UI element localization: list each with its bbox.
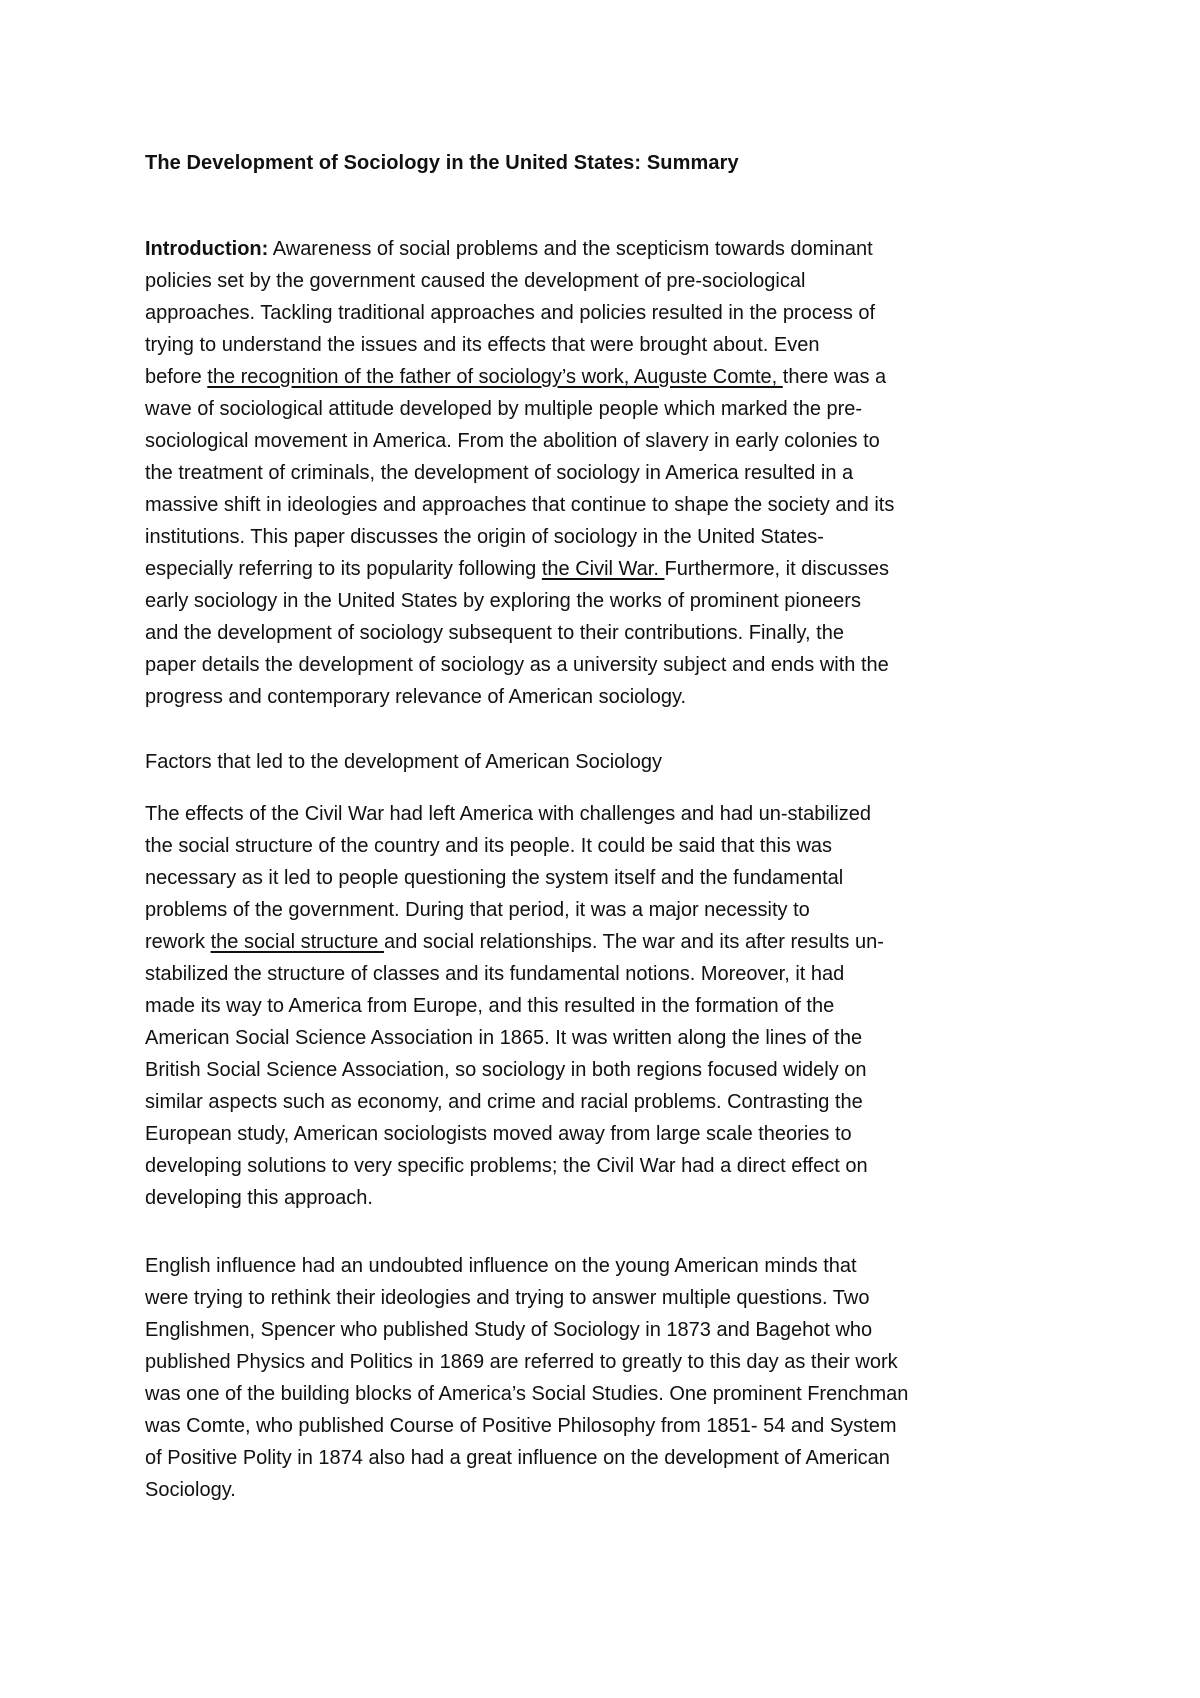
text-line — [145, 329, 1065, 361]
text-run: Englishmen, Spencer who published Study of Sociology in 1873 and Bagehot who — [145, 1319, 873, 1341]
text-run: problems of the government. During that period, it was a major necessity to — [145, 899, 810, 921]
intro-label: Introduction: — [145, 238, 269, 260]
text-line — [145, 894, 1065, 926]
text-run: British Social Science Association, so sociology in both regions focused widely on — [145, 1059, 867, 1081]
text-run: wave of sociological attitude developed by multiple people which marked the pre- — [145, 398, 863, 420]
text-line — [145, 1410, 1065, 1442]
text-run: sociological movement in America. From the abolition of slavery in early colonies to — [145, 430, 880, 452]
text-line — [145, 1250, 1065, 1282]
text-run: English influence had an undoubted influence on the young American minds that — [145, 1255, 857, 1277]
text-line — [145, 233, 1065, 265]
text-run: especially referring to its popularity following — [145, 558, 542, 580]
text-line — [145, 585, 1065, 617]
text-line — [145, 990, 1065, 1022]
underlined-text: the recognition of the father of sociology’s work, Auguste Comte, — [207, 366, 783, 388]
text-line — [145, 958, 1065, 990]
text-line — [145, 926, 1065, 958]
text-run: policies set by the government caused the development of pre-sociological — [145, 270, 806, 292]
text-run: made its way to America from Europe, and this resulted in the formation of the — [145, 995, 835, 1017]
text-line — [145, 681, 1065, 713]
text-line — [145, 862, 1065, 894]
introduction-paragraph — [145, 233, 1065, 713]
text-line — [145, 1282, 1065, 1314]
text-run: and social relationships. The war and its after results un- — [384, 931, 884, 953]
document-body — [145, 148, 1065, 1506]
text-run: trying to understand the issues and its effects that were brought about. Even — [145, 334, 820, 356]
text-run: stabilized the structure of classes and its fundamental notions. Moreover, it had — [145, 963, 845, 985]
text-line — [145, 425, 1065, 457]
text-run: approaches. Tackling traditional approaches and policies resulted in the process of — [145, 302, 876, 324]
text-line — [145, 361, 1065, 393]
text-run: American Social Science Association in 1865. It was written along the lines of the — [145, 1027, 863, 1049]
text-line — [145, 553, 1065, 585]
underlined-text: the Civil War. — [541, 558, 665, 580]
text-line — [145, 521, 1065, 553]
underlined-text: the social structure — [210, 931, 384, 953]
text-run: early sociology in the United States by exploring the works of prominent pioneers — [145, 590, 861, 612]
text-line — [145, 1022, 1065, 1054]
text-run: paper details the development of sociology as a university subject and ends with the — [145, 654, 889, 676]
text-run: was one of the building blocks of America’s Social Studies. One prominent Frenchman — [145, 1383, 909, 1405]
text-run: similar aspects such as economy, and crime and racial problems. Contrasting the — [145, 1091, 863, 1113]
text-run: the treatment of criminals, the development of sociology in America resulted in a — [145, 462, 854, 484]
factors-paragraph-2 — [145, 1250, 1065, 1506]
text-run: the social structure of the country and its people. It could be said that this was — [145, 835, 833, 857]
text-line — [145, 1442, 1065, 1474]
text-run: published Physics and Politics in 1869 are referred to greatly to this day as their work — [145, 1351, 898, 1373]
text-run: developing this approach. — [145, 1187, 373, 1209]
section-heading: Factors that led to the development of American Sociology — [145, 751, 662, 773]
text-run: developing solutions to very specific problems; the Civil War had a direct effect on — [145, 1155, 868, 1177]
text-line — [145, 649, 1065, 681]
text-run: Furthermore, it discusses — [664, 558, 889, 580]
text-run: Awareness of social problems and the scepticism towards dominant — [268, 238, 873, 260]
text-line — [145, 1378, 1065, 1410]
factors-paragraph-1 — [145, 798, 1065, 1214]
text-run: rework — [145, 931, 211, 953]
text-run: massive shift in ideologies and approaches that continue to shape the society and its — [145, 494, 895, 516]
text-line — [145, 617, 1065, 649]
text-run: there was a — [782, 366, 887, 388]
text-line — [145, 1182, 1065, 1214]
document-title: The Development of Sociology in the United States: Summary — [145, 152, 739, 174]
text-run: The effects of the Civil War had left America with challenges and had un-stabilized — [145, 803, 871, 825]
text-line — [145, 297, 1065, 329]
text-run: and the development of sociology subsequent to their contributions. Finally, the — [145, 622, 844, 644]
text-line — [145, 1086, 1065, 1118]
text-line — [145, 1150, 1065, 1182]
text-line — [145, 1474, 1065, 1506]
text-run: progress and contemporary relevance of American sociology. — [145, 686, 687, 708]
text-line — [145, 1314, 1065, 1346]
text-run: necessary as it led to people questioning the system itself and the fundamental — [145, 867, 844, 889]
text-run: institutions. This paper discusses the origin of sociology in the United States- — [145, 526, 824, 548]
text-line — [145, 265, 1065, 297]
text-run: before — [145, 366, 208, 388]
text-run: was Comte, who published Course of Positive Philosophy from 1851- 54 and System — [145, 1415, 897, 1437]
text-line — [145, 1346, 1065, 1378]
text-run: of Positive Polity in 1874 also had a great influence on the development of American — [145, 1447, 890, 1469]
text-line — [145, 830, 1065, 862]
text-line — [145, 457, 1065, 489]
text-line — [145, 798, 1065, 830]
text-line — [145, 1054, 1065, 1086]
text-run: Sociology. — [145, 1479, 236, 1501]
text-line — [145, 489, 1065, 521]
text-run: were trying to rethink their ideologies and trying to answer multiple questions. Two — [145, 1287, 870, 1309]
text-run: European study, American sociologists moved away from large scale theories to — [145, 1123, 852, 1145]
text-line — [145, 1118, 1065, 1150]
text-line — [145, 393, 1065, 425]
